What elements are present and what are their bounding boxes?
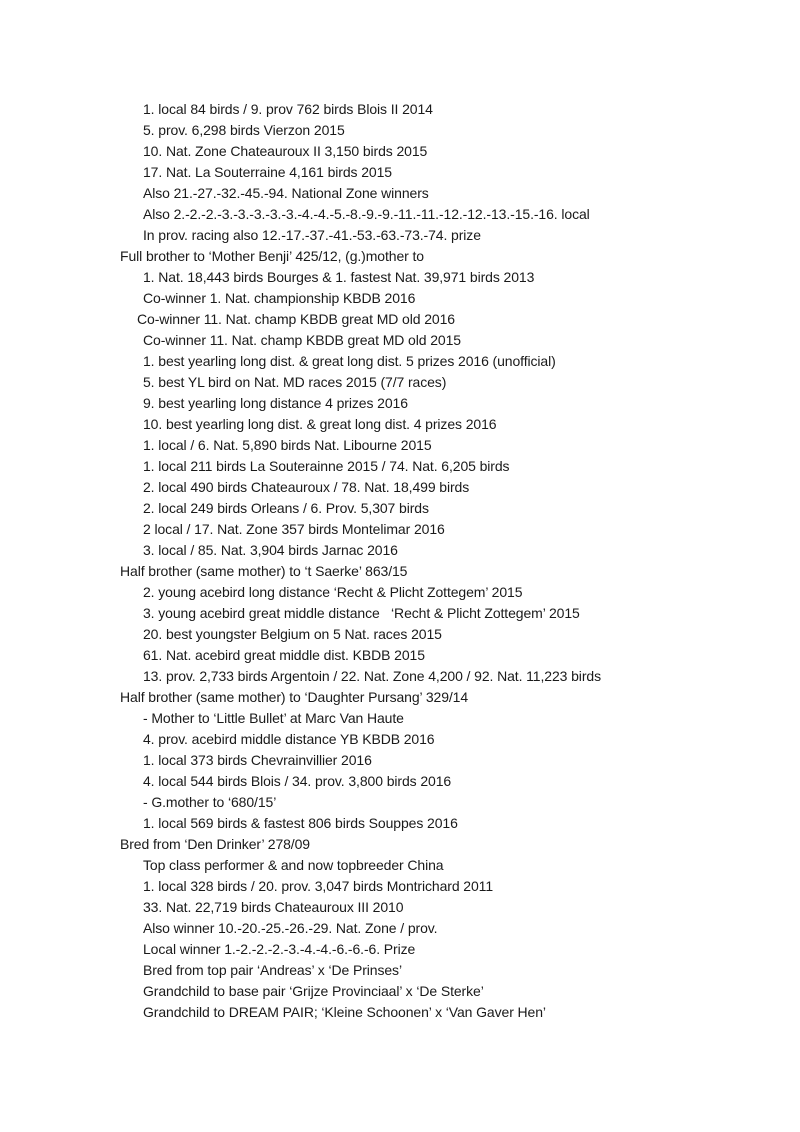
document-line: Grandchild to base pair ‘Grijze Provinciaal’ x ‘De Sterke’: [143, 983, 484, 999]
document-line: Co-winner 1. Nat. championship KBDB 2016: [143, 290, 416, 306]
document-line: Bred from ‘Den Drinker’ 278/09: [120, 836, 310, 852]
document-line: 1. local 211 birds La Souterainne 2015 / 74. Nat. 6,205 birds: [143, 458, 510, 474]
document-line: 5. best YL bird on Nat. MD races 2015 (7/7 races): [143, 374, 447, 390]
document-line: 4. prov. acebird middle distance YB KBDB 2016: [143, 731, 435, 747]
document-line: 1. local 328 birds / 20. prov. 3,047 birds Montrichard 2011: [143, 878, 494, 894]
document-line: Local winner 1.-2.-2.-2.-3.-4.-4.-6.-6.-6. Prize: [143, 941, 416, 957]
document-line: 33. Nat. 22,719 birds Chateauroux III 2010: [143, 899, 404, 915]
document-line: 10. Nat. Zone Chateauroux II 3,150 birds 2015: [143, 143, 428, 159]
document-line: Also 2.-2.-2.-3.-3.-3.-3.-3.-4.-4.-5.-8.-9.-9.-11.-11.-12.-12.-13.-15.-16. local: [143, 206, 590, 222]
document-line: Co-winner 11. Nat. champ KBDB great MD old 2015: [143, 332, 461, 348]
document-line: 13. prov. 2,733 birds Argentoin / 22. Nat. Zone 4,200 / 92. Nat. 11,223 birds: [143, 668, 601, 684]
document-line: 3. young acebird great middle distance ‘Recht & Plicht Zottegem’ 2015: [143, 605, 580, 621]
document-line: Half brother (same mother) to ‘t Saerke’ 863/15: [120, 563, 408, 579]
document-line: Full brother to ‘Mother Benji’ 425/12, (g.)mother to: [120, 248, 424, 264]
document-line: 1. local 569 birds & fastest 806 birds Souppes 2016: [143, 815, 458, 831]
document-line: - Mother to ‘Little Bullet’ at Marc Van Haute: [143, 710, 404, 726]
document-line: 1. local 84 birds / 9. prov 762 birds Blois II 2014: [143, 101, 433, 117]
document-line: Bred from top pair ‘Andreas’ x ‘De Prinses’: [143, 962, 402, 978]
document-line: 1. local / 6. Nat. 5,890 birds Nat. Libourne 2015: [143, 437, 432, 453]
document-line: Also 21.-27.-32.-45.-94. National Zone winners: [143, 185, 429, 201]
document-line: 1. local 373 birds Chevrainvillier 2016: [143, 752, 372, 768]
document-line: 20. best youngster Belgium on 5 Nat. races 2015: [143, 626, 442, 642]
document-line: 2 local / 17. Nat. Zone 357 birds Montelimar 2016: [143, 521, 445, 537]
document-line: In prov. racing also 12.-17.-37.-41.-53.-63.-73.-74. prize: [143, 227, 481, 243]
document-line: 5. prov. 6,298 birds Vierzon 2015: [143, 122, 345, 138]
document-line: Grandchild to DREAM PAIR; ‘Kleine Schoonen’ x ‘Van Gaver Hen’: [143, 1004, 546, 1020]
document-line: 2. local 249 birds Orleans / 6. Prov. 5,307 birds: [143, 500, 429, 516]
document-line: 9. best yearling long distance 4 prizes 2016: [143, 395, 408, 411]
document-line: 2. young acebird long distance ‘Recht & Plicht Zottegem’ 2015: [143, 584, 523, 600]
document-line: Half brother (same mother) to ‘Daughter Pursang’ 329/14: [120, 689, 469, 705]
document-line: 3. local / 85. Nat. 3,904 birds Jarnac 2016: [143, 542, 398, 558]
document-line: 10. best yearling long dist. & great long dist. 4 prizes 2016: [143, 416, 497, 432]
document-line: 61. Nat. acebird great middle dist. KBDB 2015: [143, 647, 425, 663]
document-line: 1. Nat. 18,443 birds Bourges & 1. fastest Nat. 39,971 birds 2013: [143, 269, 535, 285]
document-line: 4. local 544 birds Blois / 34. prov. 3,800 birds 2016: [143, 773, 452, 789]
document-line: 17. Nat. La Souterraine 4,161 birds 2015: [143, 164, 392, 180]
document-line: Also winner 10.-20.-25.-26.-29. Nat. Zone / prov.: [143, 920, 438, 936]
document-line: 2. local 490 birds Chateauroux / 78. Nat. 18,499 birds: [143, 479, 470, 495]
document-line: 1. best yearling long dist. & great long dist. 5 prizes 2016 (unofficial): [143, 353, 556, 369]
document-line: Top class performer & and now topbreeder China: [143, 857, 444, 873]
document-line: - G.mother to ‘680/15’: [143, 794, 277, 810]
document-line: Co-winner 11. Nat. champ KBDB great MD old 2016: [137, 311, 455, 327]
document-content: [120, 99, 770, 1023]
